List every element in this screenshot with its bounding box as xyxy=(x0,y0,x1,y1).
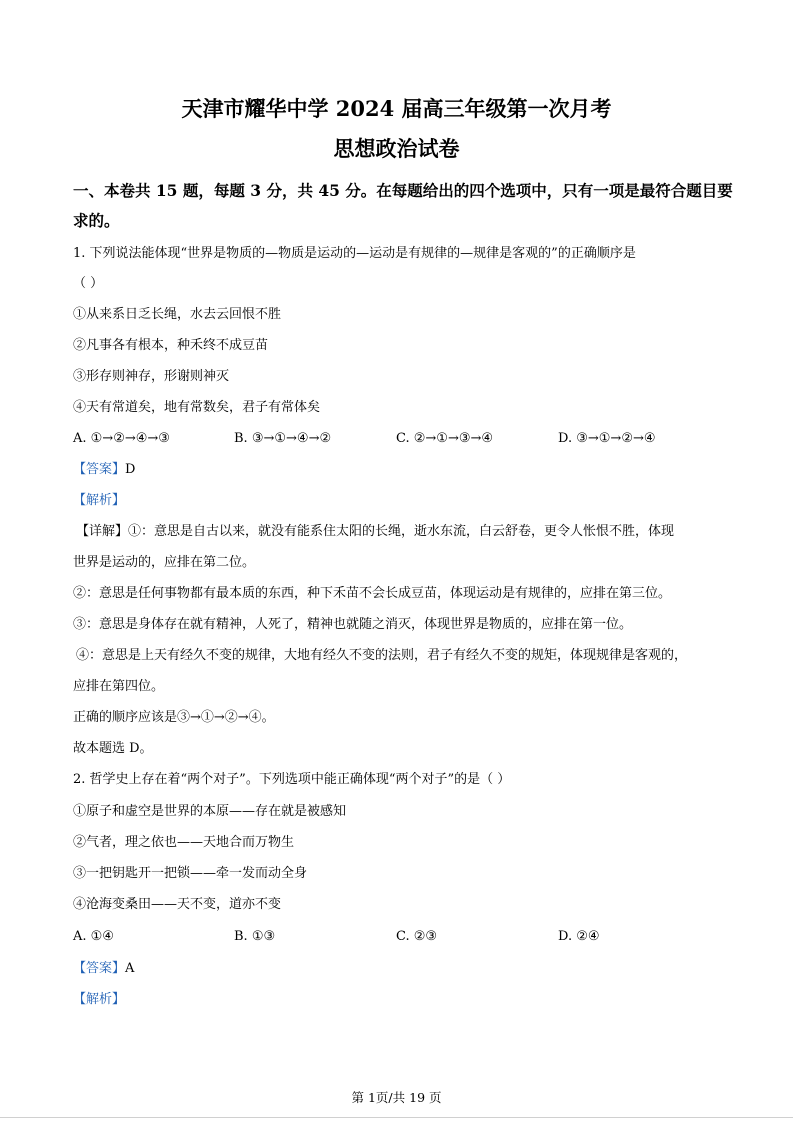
exam-subtitle: 思想政治试卷 xyxy=(333,136,460,161)
q1-detail-2: 世界是运动的，应排在第二位。 xyxy=(73,555,256,570)
q2-option-b: B. ①③ xyxy=(234,929,276,944)
q1-item-2: ②凡事各有根本，种禾终不成豆苗 xyxy=(73,338,269,353)
q2-option-c: C. ②③ xyxy=(396,929,438,944)
q2-item-2: ②气者，理之依也——天地合而万物生 xyxy=(73,835,295,850)
q1-option-b: B. ③→①→④→② xyxy=(234,431,332,446)
q1-stem-blank: （ ） xyxy=(73,276,104,291)
answer-tag: 【答案】 xyxy=(73,961,126,976)
q1-option-d: D. ③→①→②→④ xyxy=(558,431,656,446)
q2-item-1: ①原子和虚空是世界的本原——存在就是被感知 xyxy=(73,804,347,819)
q2-analysis-tag: 【解析】 xyxy=(73,992,126,1007)
q1-option-c: C. ②→①→③→④ xyxy=(396,431,494,446)
q2-item-3: ③一把钥匙开一把锁——牵一发而动全身 xyxy=(73,866,308,881)
answer-value: D xyxy=(125,462,136,477)
q2-stem: 2. 哲学史上存在着“两个对子”。下列选项中能正确体现“两个对子”的是（ ） xyxy=(73,772,511,787)
q1-detail-5: ④：意思是上天有经久不变的规律，大地有经久不变的法则，君子有经久不变的规矩，体现规律是客观的， xyxy=(76,648,688,663)
exam-title: 天津市耀华中学 2024 届高三年级第一次月考 xyxy=(181,96,612,121)
detail-tag: 【详解】 xyxy=(76,524,129,539)
q1-detail-8: 故本题选 D。 xyxy=(73,741,153,756)
bottom-divider xyxy=(0,1117,793,1118)
q1-analysis-tag: 【解析】 xyxy=(73,493,126,508)
q1-detail-3: ②：意思是任何事物都有最本质的东西，种下禾苗不会长成豆苗，体现运动是有规律的，应排在第三位。 xyxy=(73,586,672,601)
q1-option-a: A. ①→②→④→③ xyxy=(73,431,170,446)
q1-detail-7: 正确的顺序应该是③→①→②→④。 xyxy=(73,710,275,725)
answer-tag: 【答案】 xyxy=(73,462,126,477)
q2-item-4: ④沧海变桑田——天不变，道亦不变 xyxy=(73,897,282,912)
q1-item-1: ①从来系日乏长绳，水去云回恨不胜 xyxy=(73,307,282,322)
q1-stem: 1. 下列说法能体现“世界是物质的—物质是运动的—运动是有规律的—规律是客观的”的正确顺序是 xyxy=(73,246,636,261)
page-number: 第 1页/共 19 页 xyxy=(351,1090,442,1105)
q2-answer xyxy=(73,960,134,978)
q2-option-a: A. ①④ xyxy=(73,929,114,944)
section-instruction-line2: 求的。 xyxy=(73,211,120,230)
q1-answer xyxy=(73,461,135,479)
answer-value: A xyxy=(125,961,135,976)
q1-detail-6: 应排在第四位。 xyxy=(73,679,165,694)
q2-option-d: D. ②④ xyxy=(558,929,600,944)
q1-detail-4: ③：意思是身体存在就有精神，人死了，精神也就随之消灭，体现世界是物质的，应排在第一位。 xyxy=(73,617,633,632)
q1-item-3: ③形存则神存，形谢则神灭 xyxy=(73,369,230,384)
q1-detail-1: 【详解】①：意思是自古以来，就没有能系住太阳的长绳，逝水东流，白云舒卷，更令人怅恨不胜，体现 xyxy=(76,524,675,539)
q1-item-4: ④天有常道矣，地有常数矣，君子有常体矣 xyxy=(73,400,321,415)
section-instruction-line1: 一、本卷共 15 题，每题 3 分，共 45 分。在每题给出的四个选项中，只有一项是最符合题目要 xyxy=(73,181,733,200)
